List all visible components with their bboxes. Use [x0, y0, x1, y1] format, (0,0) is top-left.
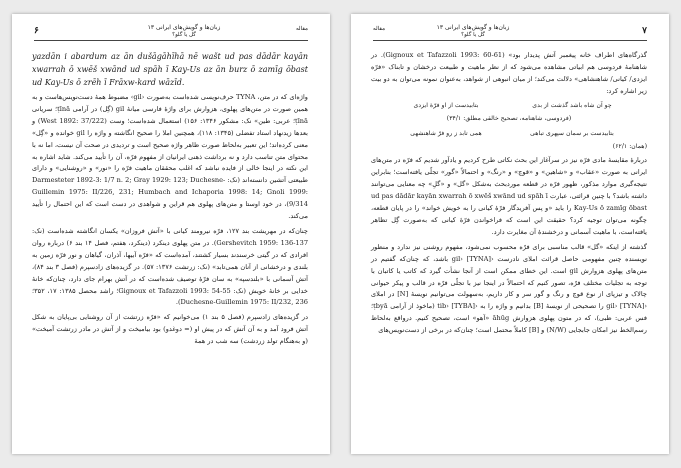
- poem-citation: (فردوسی، شاهنامه، تصحیح خالقی مطلق: ۳۴/۱): [446, 114, 572, 122]
- header-rule: [373, 40, 647, 41]
- transliteration: yazdān i abardum az ān dušāgāhīhā nē wašt ud pas dādār kayān xwarrah ō xwēš xwānd ud spāh ī Kay-Us az ān burz ō zamīg ōbast ud Kay-Us ō zrēh ī Frāxw-kard wāzīd.: [32, 52, 308, 87]
- section-label: مقاله: [373, 26, 386, 32]
- running-title: زبان‌ها و گویش‌های ایرانی ۱۳: [147, 24, 221, 31]
- hemistich: بتابیدست از او فرّهٔ ایزدی: [413, 101, 479, 109]
- page-body: [371, 50, 647, 444]
- running-subtitle: گل یا گلو؟: [461, 32, 485, 38]
- paragraph: در گزیده‌های زادسپرم (فصل ۵ بند ۱) می‌خوانیم که «فرّه زرتشت از آن روشنایی بی‌پایان به شکل آتش فرود آمد و به آن آتش که در پیش او (= دوغدو) بود بیامیخت و از آتش در مادر زرتشت آمیخت» (و به‌هنگام تولد زردشت) سه شب در همهٔ: [32, 313, 309, 346]
- paragraph: واژه‌ای که در متن، TYNA حرف‌نویسی شده‌است به‌صورت ‹gil› مضبوط همهٔ دست‌نویس‌هاست و به همین صورت در متن‌های پهلوی، هزوارش برای واژهٔ فارسی میانهٔ gil (گِل) در آرامی ṭīnā؛ سریانی ṭīnā؛ عربی: طین» نک: مشکور ۱۳۴۶: ۱۵۶) استعمال شده‌است؛ وست (West 1892: 37/222) و بعدها زیدنهاد استاد تفضلی (۱۳۴۵: ۱۱۸)، همچنین املا را صحیح انگاشته و واژه را gil خوانده و «گِل» معنی کرده‌اند؛ این تعبیر به‌لحاظ صورت ظاهر واژه صحیح است و تردیدی در صحت آن نیست، اما نه با محتوای متن تناسب دارد و نه برداشت ذهنی ایرانیان از مفهوم فرّه، آن را تأیید می‌کند. شاید اشاره به این نکته در اینجا خالی از فایده نباشد که اغلب محققان ماهیت فرّه را «نور» و «روشنایی» و دارای طبیعتی آتشین دانسته‌اند (نک: Darmesteter 1892-3: 1/7 n. 2; Gray 1929: 123; Duchesne-Guillemin 1975: II/226, 231; Humbach and Ichaporia 1998: 14; Gnoli 1999: 9/314)، در خود اوستا و متن‌های پهلوی هم قراین و شواهدی در دست است که این احتمال را تأیید می‌کند.: [32, 93, 309, 221]
- running-subtitle: گل یا گلو؟: [172, 32, 196, 38]
- poem-couplet: [383, 101, 635, 111]
- poem-citation: (همان: ۶۲/۱): [612, 142, 647, 150]
- hemistich: چو آن شاه باشد گذشت از بدی: [532, 101, 612, 109]
- paragraph: گذشته از اینکه «گل» قالب مناسبی برای فرّه محسوب نمی‌شود، مفهوم روشنی نیز ندارد و منظور نویسنده چنین مفهومی حاصل قرائت املای نادرست ‹gil› [TYNA] باشد، که چنان‌که گفتیم در متن‌های پهلوی هزوارش gil است. این خطای ممکن است از آنجا نشأت گیرد که کاتب یا کاتبان با توجه به تجلیات مختلف فرّه، تصور کنیم که احتمالاً در اینجا نیز با تجلّی فرّه در قالب و پیکر حیوانی چالاک و تیزپای از نوع قوچ و رنگ و گور سر و کار داریم، به‌سهولت می‌توانیم نویسهٔ [N] در املای ‹gil› [TYNA] را تصحیحی از نویسهٔ [B] بدانیم و واژه را به ‹tib› [TYBA] (ماخوذ از آرامی ṭbyā؛ فس عربی: ظبی)، که در متون پهلوی هزوارش āhūg «آهو» است، تصحیح کنیم. درواقع به‌لحاظ رسم‌الخط نیز امکان جابجایی (N/W) و [B] کاملاً محتمل است؛ چنان‌که در برخی از دست‌نویس‌های: [371, 242, 647, 335]
- header-rule: [34, 40, 308, 41]
- page-header: [373, 24, 647, 44]
- hemistich: بتابیدست بر سمان سپهری تباهی: [530, 129, 614, 137]
- hemistich: همی تابد ز رو فرّ شاهنشهی: [410, 129, 482, 137]
- left-page: [12, 14, 330, 454]
- page-number: ۷: [642, 26, 647, 36]
- section-label: مقاله: [295, 26, 308, 32]
- page-number: ۶: [34, 26, 39, 36]
- page-header: [34, 24, 308, 44]
- page-body: [32, 50, 308, 444]
- paragraph: چنان‌که در مهریشت بند ۱۲۷، فرّه نیرومند کیانی با «آتش فروزان» یکسان انگاشته شده‌است (نک: Gershevitch 1959: 136-137). در متن پهلوی دینکرد (دینکرد، هفتم، فصل ۱۴ بند ۶) درباره روان افرادی که در گیتی خرسندند بسیار کشتند، آمده‌است که «فرّه آبیها، آذران، گیاهان و نور فرّه زمین به بلندی و درخشانی از آنان همی‌تابد» (نک: زرتشت ۱۳۷۶: ۵۷). در گزیده‌های زادسپرم (فصل ۳ بند ۸۴)، آتش آسمانی با «بلندسپه» به سان فرّهٔ توصیف شده‌است که در آتش بهرام جای دارد، چنان‌که خانهٔ خدایی بر خانهٔ خویش (نک: Gignoux et Tafazzoli 1993: 54-55؛ راشد محصل ۱۳۸۵: ۱۷، ۳۵۲؛ Duchesne-Guillemin 1975: II/232, 236).: [32, 226, 309, 307]
- right-page: [351, 14, 669, 454]
- running-title: زبان‌ها و گویش‌های ایرانی ۱۳: [436, 24, 510, 31]
- paragraph: دربارهٔ مقایسهٔ مادی فرّه نیز در سرآغاز این بحث نکاتی طرح کردیم و یادآور شدیم که فرّه در متن‌های ایرانی به صورت «عقاب» و «شاهین» و «قوچ» و «رنگ» و احتمالاً «گور» تجلّی یافته‌است؛ بنابراین نتیجه‌گیری موارد مذکور، ظهور فرّه در قطعه موردبحث به‌شکل «گل» و «گلِ» چه معنایی می‌توانند داشته باشد؟ با چنین قرائتی، عبارت ud pas dādār kayān xwarrah ō xwēš xwānd ud spāh ī Kay-Us ō zamīg ōbast را باید «و پس آفریدگار فرّهٔ کیانی را به خویش خواند» را در پایان قطعه، چگونه می‌توان توجیه کرد؟ حقیقت این است که فراخواندن فرّهٔ کیانی که به‌صورت گِل تظاهر یافته‌است، با ماهیت آسمانی و درخشندهٔ آن مغایرت دارد.: [371, 156, 647, 236]
- poem-couplet: [383, 129, 635, 139]
- paragraph: گذرگاه‌های اطراف خانه پیغمبر آتش پدیدار بود» (Gignoux et Tafazzoli 1993: 60-61). در شاهنامهٔ فردوسی هم ابیاتی مشاهده می‌شود که از نظر ماهیت و طبیعت درخشان و تابناک «فرّه ایزدی/ کیانی/ شاهنشاهی» دلالت می‌کند؛ از میان انبوهی از شواهد، به‌عنوان نمونه می‌توان به دو بیت زیر اشاره کرد:: [371, 51, 647, 95]
